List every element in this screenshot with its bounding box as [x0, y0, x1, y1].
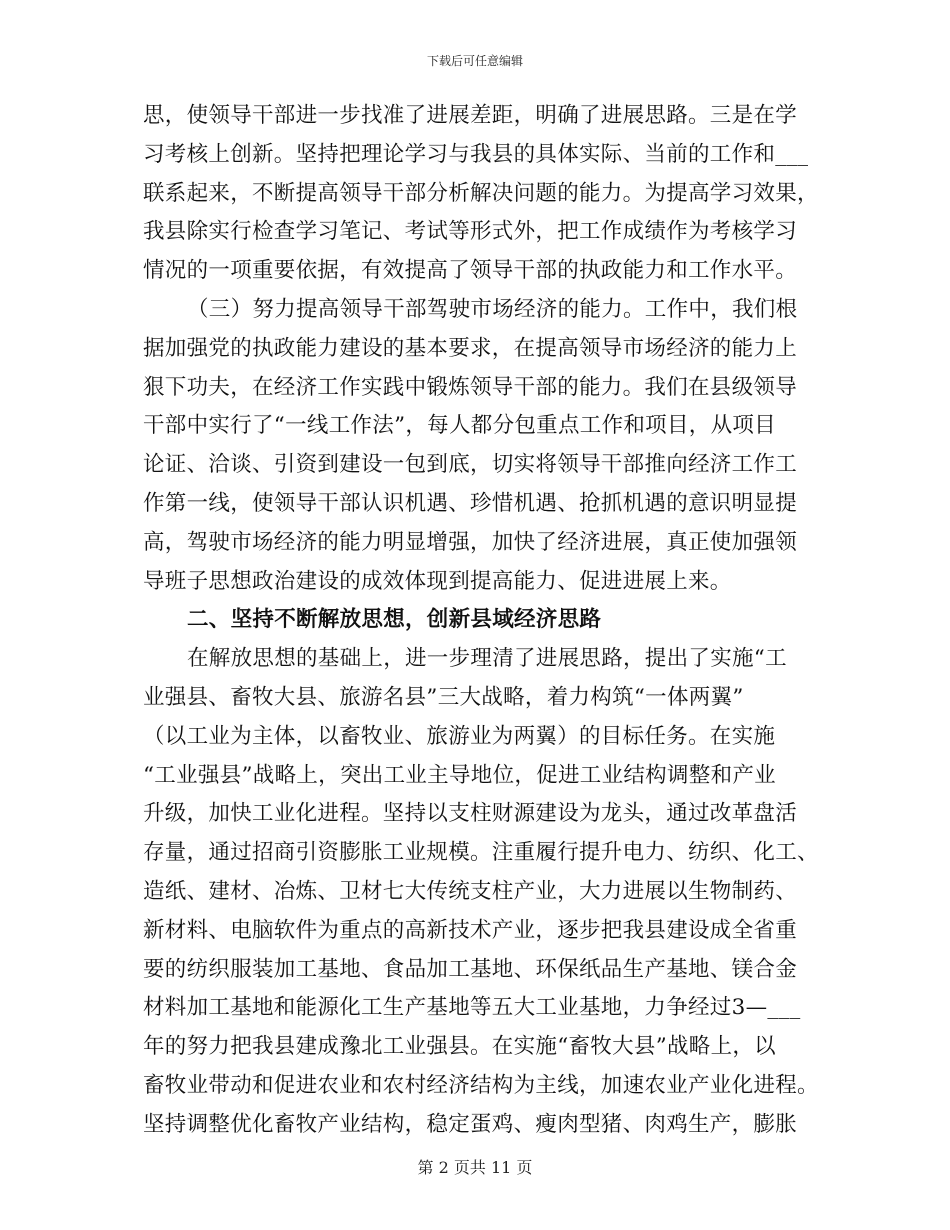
section-heading: 二、坚持不断解放思想，创新县域经济思路 — [187, 607, 602, 633]
text-line: 材料加工基地和能源化工生产基地等五大工业基地，力争经过3—___ — [143, 995, 801, 1021]
text-line: 论证、洽谈、引资到建设一包到底，切实将领导干部推向经济工作工 — [143, 452, 798, 478]
text-line: 要的纺织服装加工基地、食品加工基地、环保纸品生产基地、镁合金 — [143, 956, 798, 982]
text-line: 在解放思想的基础上，进一步理清了进展思路，提出了实施“工 — [187, 646, 787, 672]
text-line: 存量，通过招商引资膨胀工业规模。注重履行提升电力、纺织、化工、 — [143, 840, 819, 866]
text-line: 导班子思想政治建设的成效体现到提高能力、促进进展上来。 — [143, 568, 732, 594]
text-line: 狠下功夫，在经济工作实践中锻炼领导干部的能力。我们在县级领导 — [143, 374, 798, 400]
text-line: 坚持调整优化畜牧产业结构，稳定蛋鸡、瘦肉型猪、肉鸡生产，膨胀 — [143, 1111, 798, 1137]
text-line: 干部中实行了“一线工作法”，每人都分包重点工作和项目，从项目 — [143, 413, 776, 439]
text-line: 新材料、电脑软件为重点的高新技术产业，逐步把我县建设成全省重 — [143, 917, 798, 943]
text-line: 联系起来，不断提高领导干部分析解决问题的能力。为提高学习效果， — [143, 180, 819, 206]
text-line: （以工业为主体，以畜牧业、旅游业为两翼）的目标任务。在实施 — [143, 723, 776, 749]
text-line: 据加强党的执政能力建设的基本要求，在提高领导市场经济的能力上 — [143, 335, 798, 361]
text-line: 畜牧业带动和促进农业和农村经济结构为主线，加速农业产业化进程。 — [143, 1072, 819, 1098]
text-line: （三）努力提高领导干部驾驶市场经济的能力。工作中，我们根 — [187, 296, 798, 322]
text-line: 业强县、畜牧大县、旅游名县”三大战略，着力构筑“一体两翼” — [143, 684, 744, 710]
text-line: 作第一线，使领导干部认识机遇、珍惜机遇、抢抓机遇的意识明显提 — [143, 490, 798, 516]
page-footer: 第 2 页共 11 页 — [417, 1158, 533, 1177]
text-line: 习考核上创新。坚持把理论学习与我县的具体实际、当前的工作和___ — [143, 141, 809, 167]
text-line: 升级，加快工业化进程。坚持以支柱财源建设为龙头，通过改革盘活 — [143, 801, 798, 827]
text-line: 情况的一项重要依据，有效提高了领导干部的执政能力和工作水平。 — [143, 258, 798, 284]
text-line: 思，使领导干部进一步找准了进展差距，明确了进展思路。三是在学 — [143, 103, 798, 128]
document-body — [143, 97, 819, 1145]
text-line: 高，驾驶市场经济的能力明显增强，加快了经济进展，真正使加强领 — [143, 529, 798, 555]
page-header: 下载后可任意编辑 — [426, 54, 523, 68]
text-line: “工业强县”战略上，突出工业主导地位，促进工业结构调整和产业 — [143, 762, 776, 788]
text-line: 年的努力把我县建成豫北工业强县。在实施“畜牧大县”战略上，以 — [143, 1034, 776, 1060]
text-line: 造纸、建材、冶炼、卫材七大传统支柱产业，大力进展以生物制药、 — [143, 878, 798, 904]
text-line: 我县除实行检查学习笔记、考试等形式外，把工作成绩作为考核学习 — [143, 219, 798, 245]
